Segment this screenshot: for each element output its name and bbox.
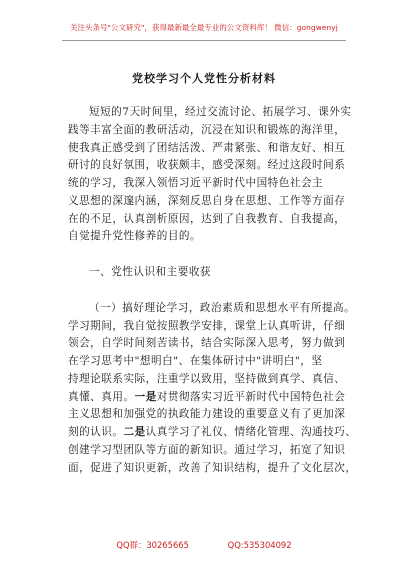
document-body	[68, 104, 357, 477]
header-notice: 关注头条号"公文研究"，获得最新最全最专业的公文资料库！ 微信：gongwenyj	[70, 23, 338, 32]
text-run: 刻的认识。	[68, 426, 124, 438]
paragraph-line: 义思想的深邃内涵，深刻反思自身在思想、工作等方面存	[68, 194, 346, 207]
section-heading: 一、党性认识和主要收获	[89, 266, 212, 278]
paragraph-line: 践等丰富全面的教研活动，沉浸在知识和锻炼的海洋里，	[68, 123, 346, 136]
paragraph-line: 主义思想和加强党的执政能力建设的重要意义有了更加深	[68, 408, 346, 421]
paragraph-line: （一）搞好理论学习，政治素质和思想水平有所提高。	[89, 301, 356, 314]
emphasis-text: 一是	[134, 390, 157, 403]
emphasis-text: 二是	[123, 426, 146, 438]
spacer	[68, 246, 350, 264]
paragraph-line: 统的学习，我深入领悟习近平新时代中国特色社会主	[68, 177, 324, 189]
paragraph-line: 自觉提升党性修养的目的。	[68, 230, 202, 243]
paragraph-line: 持理论联系实际，注重学以致用，坚持做到真学、真信、	[68, 372, 346, 385]
document-title: 党校学习个人党性分析材料	[132, 72, 276, 85]
paragraph-line: 学习期间，我自觉按照教学安排，课堂上认真听讲，仔细	[68, 319, 346, 332]
text-run: 真懂、真用。	[68, 390, 135, 403]
qq-number: QQ:535304092	[227, 540, 292, 550]
paragraph-line	[68, 424, 357, 442]
paragraph-line: 面，促进了知识更新，改善了知识结构，提升了文化层次，	[68, 461, 357, 474]
paragraph-line: 创建学习型团队等方面的新知识。通过学习，拓宽了知识	[68, 443, 346, 456]
header-divider	[62, 40, 346, 41]
footer-contact	[0, 539, 408, 551]
text-run: 对贯彻落实习近平新时代中国特色社会	[156, 390, 346, 403]
paragraph-line: 领会，自学时间刻苦读书，结合实际深入思考，努力做到	[68, 337, 346, 350]
paragraph-line: 在学习思考中"想明白"、在集体研讨中"讲明白"，坚	[68, 355, 323, 367]
text-run: 认真学习了礼仪、情绪化管理、沟通技巧、	[145, 426, 357, 438]
paragraph-line	[68, 389, 350, 407]
paragraph-line: 在的不足，认真剖析原因，达到了自我教育、自我提高，	[68, 212, 346, 225]
paragraph-line: 短短的7天时间里，经过交流讨论、拓展学习、课外实	[89, 106, 352, 118]
paragraph-line: 使我真正感受到了团结活泼、严肃紧张、和谐友好、相互	[68, 141, 346, 154]
spacer	[68, 282, 350, 300]
paragraph-line: 研讨的良好氛围，收获颇丰，感受深刻。经过这段时间系	[68, 159, 346, 172]
qq-group-number: QQ群：30265665	[116, 540, 189, 550]
